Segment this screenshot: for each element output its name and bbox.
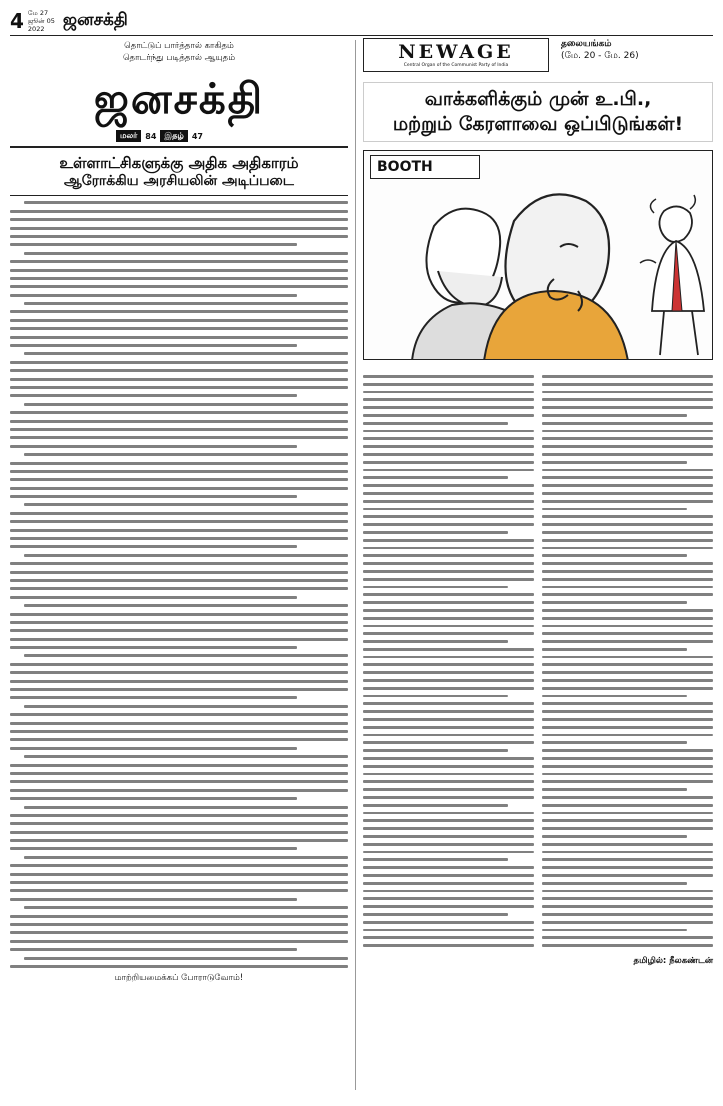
left-column	[10, 38, 348, 1096]
text-line	[10, 319, 348, 322]
text-line	[10, 923, 348, 926]
text-line	[363, 586, 508, 589]
text-line	[10, 369, 348, 372]
editorial-title: வாக்களிக்கும் முன் உ.பி., மற்றும் கேரளாவை ஒப்பிடுங்கள்!	[363, 82, 713, 142]
text-line	[542, 461, 687, 464]
text-line	[542, 492, 713, 495]
text-line	[363, 874, 534, 877]
text-line	[363, 391, 534, 394]
text-line	[363, 741, 534, 744]
text-line	[10, 822, 348, 825]
article-closing: மாற்றியமைக்கப் போராடுவோம்!	[114, 973, 244, 984]
text-line	[363, 749, 508, 752]
text-line	[363, 726, 534, 729]
text-line	[363, 500, 534, 503]
text-line	[10, 847, 297, 850]
text-line	[24, 503, 348, 506]
text-line	[10, 646, 297, 649]
text-line	[10, 814, 348, 817]
text-line	[363, 663, 534, 666]
page-number: 4	[10, 8, 24, 33]
text-line	[363, 476, 508, 479]
text-line	[542, 648, 687, 651]
text-line	[10, 470, 348, 473]
text-line	[10, 629, 348, 632]
text-line	[542, 656, 713, 659]
text-line	[10, 831, 348, 834]
text-line	[542, 539, 713, 542]
text-line	[542, 827, 713, 830]
text-line	[363, 765, 534, 768]
text-line	[542, 484, 713, 487]
text-line	[363, 757, 534, 760]
newage-logo: NEWAGE Central Organ of the Communist Party of India	[363, 38, 549, 72]
text-line	[542, 453, 713, 456]
text-line	[363, 905, 534, 908]
text-line	[542, 593, 713, 596]
text-line	[363, 375, 534, 378]
text-line	[363, 640, 508, 643]
text-line	[542, 398, 713, 401]
text-line	[363, 578, 534, 581]
text-line	[363, 812, 534, 815]
text-line	[10, 537, 348, 540]
text-line	[542, 609, 713, 612]
booth-sign: BOOTH	[370, 155, 480, 179]
text-line	[10, 512, 348, 515]
text-line	[10, 671, 348, 674]
political-cartoon	[363, 150, 713, 360]
text-line	[10, 881, 348, 884]
text-line	[10, 663, 348, 666]
text-line	[10, 738, 348, 741]
text-line	[363, 679, 534, 682]
issue-value-1: 84	[145, 131, 157, 141]
text-line	[10, 227, 348, 230]
text-line	[10, 613, 348, 616]
article-subhead: ஆரோக்கிய அரசியலின் அடிப்படை	[64, 173, 294, 189]
text-line	[10, 428, 348, 431]
issue-label-2: இதழ்	[160, 130, 187, 142]
text-line	[542, 843, 713, 846]
text-line	[542, 578, 713, 581]
text-line	[10, 873, 348, 876]
text-line	[24, 352, 348, 355]
text-line	[542, 430, 713, 433]
issue-label-1: மலர்	[116, 130, 141, 142]
text-line	[363, 414, 534, 417]
editorial-label: தலையங்கம் (மே. 20 - மே. 26)	[561, 39, 639, 61]
text-line	[363, 827, 534, 830]
text-line	[542, 523, 713, 526]
text-line	[542, 882, 687, 885]
text-line	[542, 773, 713, 776]
text-line	[10, 260, 348, 263]
text-line	[24, 906, 348, 909]
text-line	[24, 806, 348, 809]
text-line	[363, 554, 534, 557]
text-line	[363, 484, 534, 487]
text-line	[10, 587, 348, 590]
text-line	[363, 406, 534, 409]
text-line	[542, 406, 713, 409]
text-line	[542, 695, 687, 698]
text-line	[363, 617, 534, 620]
text-line	[10, 780, 348, 783]
text-line	[10, 411, 348, 414]
text-line	[363, 710, 534, 713]
text-line	[542, 741, 687, 744]
text-line	[363, 398, 534, 401]
masthead: ஜனசக்தி	[93, 74, 265, 123]
text-line	[10, 571, 348, 574]
text-line	[363, 921, 534, 924]
editorial-col-left	[363, 370, 534, 952]
text-line	[363, 508, 534, 511]
text-line	[542, 734, 713, 737]
text-line	[10, 529, 348, 532]
text-line	[10, 688, 348, 691]
right-column	[363, 38, 713, 1096]
text-line	[542, 383, 713, 386]
text-line	[363, 835, 534, 838]
text-line	[363, 897, 534, 900]
text-line	[24, 654, 348, 657]
text-line	[363, 562, 534, 565]
text-line	[542, 905, 713, 908]
text-line	[10, 478, 348, 481]
text-line	[10, 696, 297, 699]
text-line	[542, 437, 713, 440]
text-line	[542, 835, 687, 838]
page-brand: ஜனசக்தி	[62, 9, 128, 30]
text-line	[363, 593, 534, 596]
text-line	[363, 492, 534, 495]
text-line	[542, 749, 713, 752]
text-line	[363, 858, 508, 861]
text-line	[542, 936, 713, 939]
text-line	[363, 718, 534, 721]
text-line	[10, 445, 297, 448]
text-line	[10, 621, 348, 624]
text-line	[10, 294, 297, 297]
text-line	[542, 804, 713, 807]
text-line	[10, 218, 348, 221]
text-line	[24, 403, 348, 406]
text-line	[24, 302, 348, 305]
column-divider	[355, 40, 356, 1090]
text-line	[10, 378, 348, 381]
text-line	[542, 788, 687, 791]
text-line	[10, 764, 348, 767]
text-line	[363, 632, 534, 635]
text-line	[10, 864, 348, 867]
article-body	[10, 201, 348, 968]
text-line	[542, 897, 713, 900]
newage-row	[363, 38, 713, 72]
text-line	[363, 383, 534, 386]
text-line	[363, 702, 534, 705]
cartoon-illustration	[364, 151, 713, 360]
text-line	[10, 965, 348, 968]
article-headline: உள்ளாட்சிகளுக்கு அதிக அதிகாரம்	[59, 154, 299, 172]
text-line	[10, 747, 297, 750]
translator-credit: தமிழில்: நீலகண்டன்	[633, 955, 713, 966]
text-line	[363, 671, 534, 674]
text-line	[363, 648, 534, 651]
text-line	[10, 462, 348, 465]
text-line	[542, 422, 713, 425]
text-line	[10, 948, 297, 951]
text-line	[10, 235, 348, 238]
text-line	[542, 663, 713, 666]
text-line	[10, 562, 348, 565]
text-line	[363, 445, 534, 448]
page-header	[10, 6, 713, 36]
text-line	[542, 726, 713, 729]
text-line	[542, 858, 713, 861]
text-line	[363, 944, 534, 947]
text-line	[363, 422, 508, 425]
text-line	[363, 804, 508, 807]
text-line	[542, 702, 713, 705]
text-line	[542, 515, 713, 518]
text-line	[542, 944, 713, 947]
text-line	[363, 469, 534, 472]
text-line	[363, 936, 534, 939]
text-line	[363, 796, 534, 799]
text-line	[10, 931, 348, 934]
text-line	[363, 780, 534, 783]
text-line	[10, 394, 297, 397]
text-line	[542, 913, 713, 916]
text-line	[363, 453, 534, 456]
text-line	[10, 277, 348, 280]
text-line	[542, 796, 713, 799]
text-line	[10, 336, 348, 339]
text-line	[24, 453, 348, 456]
text-line	[542, 812, 713, 815]
text-line	[10, 344, 297, 347]
text-line	[10, 243, 297, 246]
text-line	[24, 554, 348, 557]
text-line	[363, 531, 508, 534]
text-line	[542, 531, 713, 534]
issue-bar	[116, 130, 348, 142]
text-line	[542, 445, 713, 448]
text-line	[10, 889, 348, 892]
text-line	[542, 508, 687, 511]
text-line	[24, 201, 348, 204]
text-line	[542, 679, 713, 682]
text-line	[10, 520, 348, 523]
text-line	[10, 915, 348, 918]
text-line	[10, 487, 348, 490]
issue-value-2: 47	[191, 131, 203, 141]
text-line	[542, 632, 713, 635]
text-line	[363, 601, 534, 604]
text-line	[542, 780, 713, 783]
text-line	[363, 687, 534, 690]
text-line	[10, 722, 348, 725]
text-line	[10, 327, 348, 330]
text-line	[542, 866, 713, 869]
text-line	[10, 386, 348, 389]
text-line	[24, 856, 348, 859]
text-line	[10, 789, 348, 792]
text-line	[542, 929, 687, 932]
text-line	[363, 695, 508, 698]
text-line	[363, 734, 534, 737]
text-line	[542, 586, 713, 589]
text-line	[10, 680, 348, 683]
text-line	[10, 361, 348, 364]
text-line	[24, 604, 348, 607]
text-line	[363, 609, 534, 612]
text-line	[10, 940, 348, 943]
text-line	[542, 687, 713, 690]
text-line	[363, 625, 534, 628]
text-line	[10, 772, 348, 775]
text-line	[10, 797, 297, 800]
text-line	[542, 617, 713, 620]
text-line	[363, 547, 534, 550]
text-line	[363, 437, 534, 440]
text-line	[542, 562, 713, 565]
text-line	[542, 391, 713, 394]
text-line	[363, 461, 534, 464]
text-line	[542, 718, 713, 721]
text-line	[363, 843, 534, 846]
text-line	[542, 710, 713, 713]
text-line	[10, 269, 348, 272]
text-line	[542, 414, 687, 417]
text-line	[10, 210, 348, 213]
text-line	[363, 570, 534, 573]
text-line	[542, 547, 713, 550]
text-line	[10, 579, 348, 582]
text-line	[542, 890, 713, 893]
text-line	[363, 913, 508, 916]
text-line	[10, 839, 348, 842]
text-line	[363, 819, 534, 822]
masthead-rule	[10, 146, 348, 148]
text-line	[542, 625, 713, 628]
text-line	[10, 638, 348, 641]
text-line	[542, 819, 713, 822]
text-line	[542, 851, 713, 854]
text-line	[363, 515, 534, 518]
text-line	[363, 788, 534, 791]
editorial-body	[363, 370, 713, 952]
text-line	[10, 713, 348, 716]
text-line	[542, 500, 713, 503]
text-line	[10, 495, 297, 498]
text-line	[10, 310, 348, 313]
text-line	[542, 554, 687, 557]
text-line	[10, 730, 348, 733]
page-date: மே 27 ஜூன் 05 2022	[27, 8, 55, 33]
text-line	[24, 755, 348, 758]
text-line	[542, 874, 713, 877]
text-line	[542, 921, 713, 924]
text-line	[10, 898, 297, 901]
text-line	[542, 476, 713, 479]
text-line	[10, 285, 348, 288]
text-line	[363, 890, 534, 893]
text-line	[363, 851, 534, 854]
text-line	[363, 430, 534, 433]
text-line	[10, 545, 297, 548]
text-line	[542, 757, 713, 760]
text-line	[24, 252, 348, 255]
text-line	[542, 671, 713, 674]
text-line	[363, 523, 534, 526]
text-line	[542, 375, 713, 378]
text-line	[24, 705, 348, 708]
text-line	[542, 640, 713, 643]
tagline: தொட்டுப் பார்த்தால் காகிதம் தொடர்ந்து படித்தால் ஆயுதம்	[122, 41, 236, 63]
text-line	[363, 929, 534, 932]
text-line	[10, 436, 348, 439]
headline-rule	[10, 195, 348, 196]
editorial-col-right	[542, 370, 713, 952]
text-line	[24, 957, 348, 960]
text-line	[542, 601, 687, 604]
text-line	[542, 469, 713, 472]
text-line	[363, 773, 534, 776]
text-line	[363, 539, 534, 542]
text-line	[363, 656, 534, 659]
text-line	[542, 570, 713, 573]
text-line	[10, 420, 348, 423]
text-line	[363, 882, 534, 885]
text-line	[10, 596, 297, 599]
text-line	[542, 765, 713, 768]
text-line	[363, 866, 534, 869]
